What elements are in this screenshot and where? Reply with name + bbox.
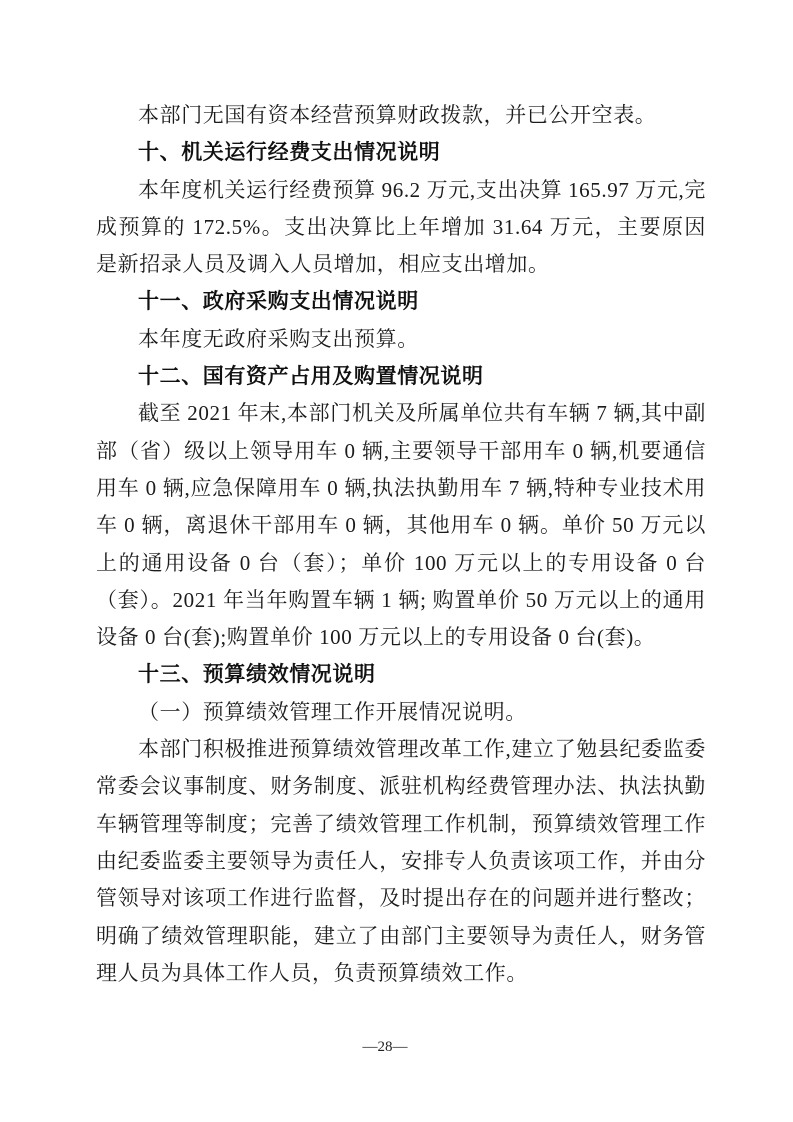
para-gov-procurement-detail: 本年度无政府采购支出预算。 (138, 326, 419, 351)
heading-section-eleven-gov-procurement: 十一、政府采购支出情况说明 (138, 290, 419, 314)
para-state-capital-budget: 本部门无国有资本经营预算财政拨款，并已公开空表。 (138, 103, 657, 127)
document-content (96, 97, 706, 992)
para-performance-subheading: （一）预算绩效管理工作开展情况说明。 (138, 699, 527, 724)
heading-section-ten-operating-expenses: 十、机关运行经费支出情况说明 (138, 141, 441, 165)
para-operating-expenses-detail: 本年度机关运行经费预算 96.2 万元,支出决算 165.97 万元,完成预算的 172.5%。支出决算比上年增加 31.64 万元，主要原因是新招录人员及调入人员增加，相应支出增加。 (96, 177, 706, 277)
para-performance-detail: 本部门积极推进预算绩效管理改革工作,建立了勉县纪委监委常委会议事制度、财务制度、派驻机构经费管理办法、执法执勤车辆管理等制度；完善了绩效管理工作机制，预算绩效管理工作由纪委监委主要领导为责任人，安排专人负责该项工作，并由分管领导对该项工作进行监督，及时提出存在的问题并进行整改；明确了绩效管理职能，建立了由部门主要领导为责任人，财务管理人员为具体工作人员，负责预算绩效工作。 (96, 737, 706, 985)
heading-section-twelve-state-assets: 十二、国有资产占用及购置情况说明 (138, 365, 484, 389)
page-number: —28— (362, 1039, 408, 1055)
para-state-assets-detail: 截至 2021 年末,本部门机关及所属单位共有车辆 7 辆,其中副部（省）级以上领导用车 0 辆,主要领导干部用车 0 辆,机要通信用车 0 辆,应急保障用车 0 辆,执法执勤用车 7 辆,特种专业技术用车 0 辆，离退休干部用车 0 辆，其他用车 0 辆。单价 50 万元以上的通用设备 0 台（套）；单价 100 万元以上的专用设备 0 台（套）。2021 年当年购置车辆 1 辆; 购置单价 50 万元以上的通用设备 0 台(套);购置单价 100 万元以上的专用设备 0 台(套)。 (96, 401, 706, 650)
page-footer (0, 1036, 770, 1058)
heading-section-thirteen-budget-performance: 十三、预算绩效情况说明 (138, 663, 376, 687)
